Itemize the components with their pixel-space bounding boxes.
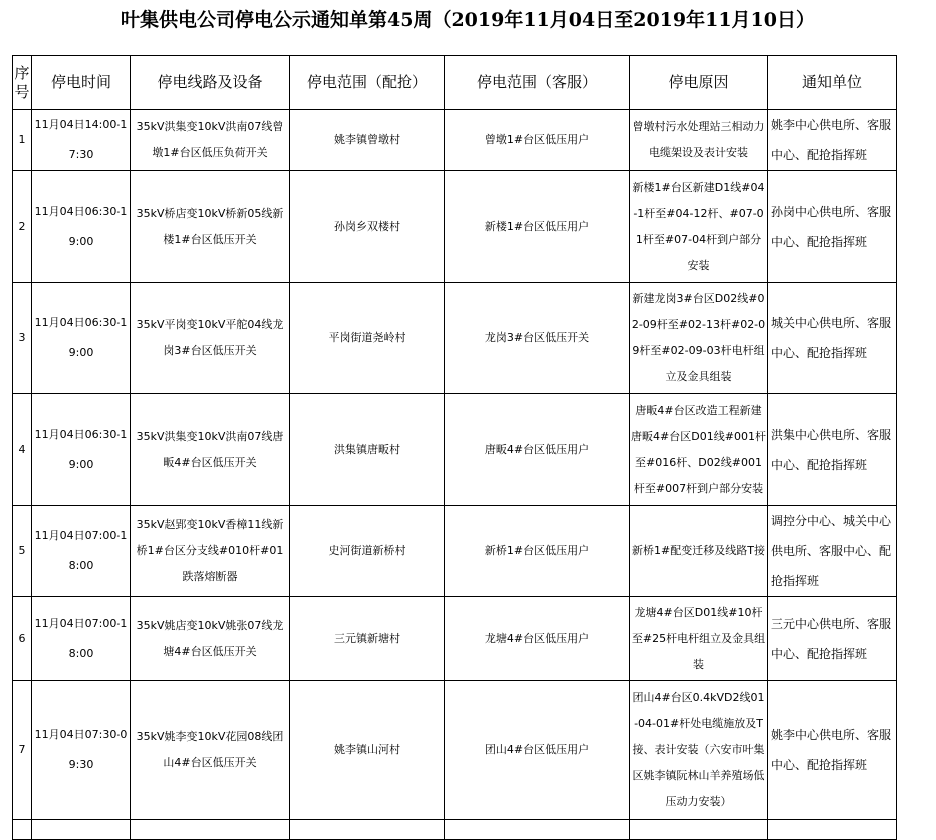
row-time: 11月04日06:30-19:00 — [32, 171, 131, 283]
header-reason: 停电原因 — [630, 56, 768, 110]
row-reason: 新桥1#配变迁移及线路T接 — [630, 506, 768, 597]
row-scope-service: 龙岗3#台区低压开关 — [445, 283, 630, 394]
row-scope-service: 唐畈4#台区低压用户 — [445, 394, 630, 506]
table-row — [13, 110, 897, 171]
row-index: 7 — [13, 681, 32, 820]
row-scope-dispatch: 史河街道新桥村 — [290, 506, 445, 597]
row-equipment: 35kV姚李变10kV花园08线团山4#台区低压开关 — [131, 681, 290, 820]
row-reason: 曾墩村污水处理站三相动力电缆架设及表计安装 — [630, 110, 768, 171]
row-notify: 姚李中心供电所、客服中心、配抢指挥班 — [768, 110, 897, 171]
table-row-partial — [13, 820, 897, 840]
row-index: 2 — [13, 171, 32, 283]
row-equipment: 35kV姚店变10kV姚张07线龙塘4#台区低压开关 — [131, 597, 290, 681]
row-scope-service: 曾墩1#台区低压用户 — [445, 110, 630, 171]
row-index: 5 — [13, 506, 32, 597]
table-row — [13, 394, 897, 506]
header-scope-dispatch: 停电范围（配抢） — [290, 56, 445, 110]
row-equipment: 35kV洪集变10kV洪南07线曾墩1#台区低压负荷开关 — [131, 110, 290, 171]
table-header-row — [13, 56, 897, 110]
row-notify: 孙岗中心供电所、客服中心、配抢指挥班 — [768, 171, 897, 283]
row-reason: 新楼1#台区新建D1线#04-1杆至#04-12杆、#07-01杆至#07-04杆到户部分安装 — [630, 171, 768, 283]
row-index: 1 — [13, 110, 32, 171]
row-scope-service: 新楼1#台区低压用户 — [445, 171, 630, 283]
row-notify: 城关中心供电所、客服中心、配抢指挥班 — [768, 283, 897, 394]
row-equipment: 35kV桥店变10kV桥新05线新楼1#台区低压开关 — [131, 171, 290, 283]
header-equipment: 停电线路及设备 — [131, 56, 290, 110]
row-equipment: 35kV赵郢变10kV香樟11线新桥1#台区分支线#010杆#01跌落熔断器 — [131, 506, 290, 597]
row-scope-dispatch: 姚李镇曾墩村 — [290, 110, 445, 171]
row-reason: 新建龙岗3#台区D02线#02-09杆至#02-13杆#02-09杆至#02-09-03杆电杆组立及金具组装 — [630, 283, 768, 394]
row-scope-service: 新桥1#台区低压用户 — [445, 506, 630, 597]
table-row — [13, 171, 897, 283]
row-reason: 唐畈4#台区改造工程新建唐畈4#台区D01线#001杆至#016杆、D02线#001杆至#007杆到户部分安装 — [630, 394, 768, 506]
row-scope-dispatch: 三元镇新塘村 — [290, 597, 445, 681]
row-time: 11月04日14:00-17:30 — [32, 110, 131, 171]
header-notify: 通知单位 — [768, 56, 897, 110]
row-scope-dispatch: 平岗街道尧岭村 — [290, 283, 445, 394]
header-time: 停电时间 — [32, 56, 131, 110]
row-notify: 洪集中心供电所、客服中心、配抢指挥班 — [768, 394, 897, 506]
row-notify: 三元中心供电所、客服中心、配抢指挥班 — [768, 597, 897, 681]
row-notify: 姚李中心供电所、客服中心、配抢指挥班 — [768, 681, 897, 820]
row-scope-dispatch: 洪集镇唐畈村 — [290, 394, 445, 506]
row-time: 11月04日06:30-19:00 — [32, 394, 131, 506]
page-title: 叶集供电公司停电公示通知单第45周（2019年11月04日至2019年11月10日） — [121, 9, 815, 31]
table-row — [13, 681, 897, 820]
row-time: 11月04日06:30-19:00 — [32, 283, 131, 394]
row-scope-dispatch: 姚李镇山河村 — [290, 681, 445, 820]
table-row — [13, 506, 897, 597]
table-row — [13, 283, 897, 394]
row-equipment: 35kV洪集变10kV洪南07线唐畈4#台区低压开关 — [131, 394, 290, 506]
row-scope-dispatch: 孙岗乡双楼村 — [290, 171, 445, 283]
row-equipment: 35kV平岗变10kV平舵04线龙岗3#台区低压开关 — [131, 283, 290, 394]
row-time: 11月04日07:00-18:00 — [32, 506, 131, 597]
header-index: 序号 — [13, 56, 32, 110]
row-scope-service: 龙塘4#台区低压用户 — [445, 597, 630, 681]
row-time: 11月04日07:00-18:00 — [32, 597, 131, 681]
row-time: 11月04日07:30-09:30 — [32, 681, 131, 820]
row-notify: 调控分中心、城关中心供电所、客服中心、配抢指挥班 — [768, 506, 897, 597]
row-reason: 团山4#台区0.4kVD2线01-04-01#杆处电缆施放及T接、表计安装（六安市叶集区姚李镇阮林山羊养殖场低压动力安装） — [630, 681, 768, 820]
row-scope-service: 团山4#台区低压用户 — [445, 681, 630, 820]
row-reason: 龙塘4#台区D01线#10杆至#25杆电杆组立及金具组装 — [630, 597, 768, 681]
table-row — [13, 597, 897, 681]
outage-notice-table — [12, 55, 897, 840]
row-index: 6 — [13, 597, 32, 681]
header-scope-service: 停电范围（客服） — [445, 56, 630, 110]
row-index: 4 — [13, 394, 32, 506]
row-index: 3 — [13, 283, 32, 394]
